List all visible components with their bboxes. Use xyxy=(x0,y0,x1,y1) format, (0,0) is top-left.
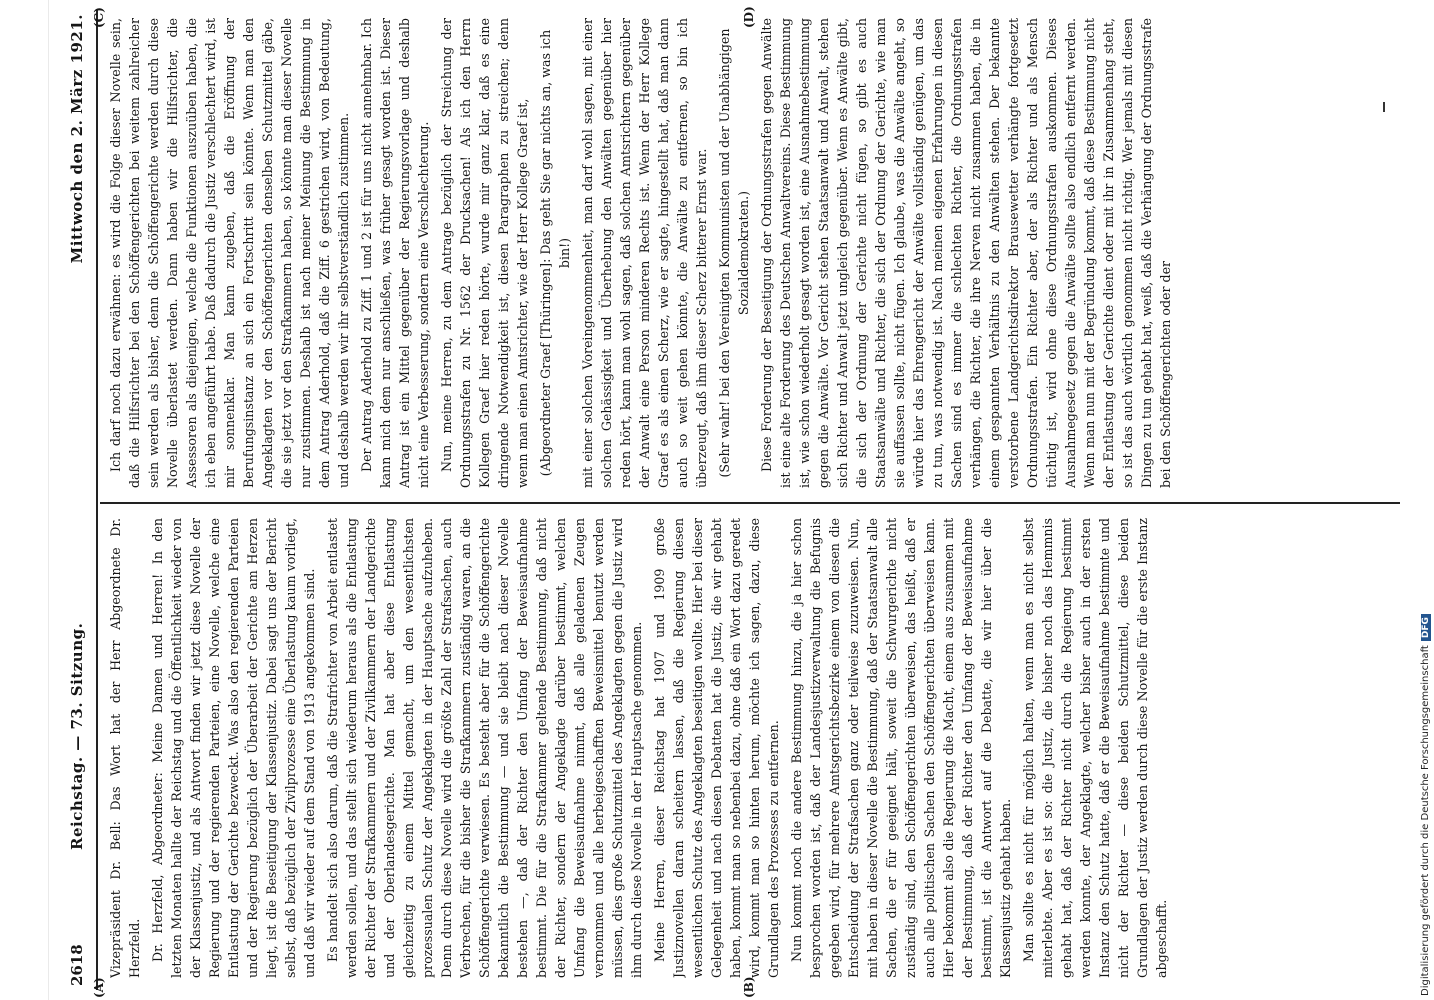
paragraph: Diese Forderung der Beseitigung der Ordnungsstrafen gegen Anwälte ist eine alte Forderung des Deutschen Anwaltvereins. Diese Bestimmung ist, wie schon wiederholt gesagt worden ist, eine Ausnahmebestimmung gegen die Anwälte. Vor Gericht stehen Staatsanwalt und Anwalt, stehen sich Richter und Anwalt jetzt ungleich gegenüber. Wenn es Anwälte gibt, die sich der Ordnung der Gerichte nicht fügen, so gibt es auch Staatsanwälte und Richter, die sich der Ordnung der Gerichte, wie man sie auffassen sollte, nicht fügen. Ich glaube, was die Anwälte angeht, so würde hier das Ehrengericht der Anwälte vollständig genügen, um das zu tun, was notwendig ist. Nach meinen eigenen Erfahrungen in diesen Sachen sind es immer die schlechten Richter, die Ordnungsstrafen verhängen, die Richter, die ihre Nerven nicht zusammen haben, die in einem gespannten Verhältnis zu den Anwälten stehen. Der bekannte verstorbene Landgerichtsdirektor Brausewetter verhängte fortgesetzt Ordnungsstrafen. Ein Richter aber, der als Richter und als Mensch tüchtig ist, wird ohne diese Ordnungsstrafen auskommen. Dieses Ausnahmegesetz gegen die Anwälte sollte also endlich entfernt werden. Wenn man nun mit der Begründung kommt, daß diese Bestimmung nicht der Entlastung der Gerichte dient oder mit ihr in Zusammenhang steht, so ist das auch wörtlich genommen nicht richtig. Wer jemals mit diesen Dingen zu tun gehabt hat, weiß, daß die Verhängung der Ordnungsstrafe bei den Schöffengerichten oder der xyxy=(759,18,1173,488)
margin-marker-a: (A) xyxy=(92,977,106,998)
header-left-title: Reichstag. — 73. Sitzung. xyxy=(68,622,86,850)
header-right-title: Mittwoch den 2. März 1921. xyxy=(68,14,86,264)
page-number: 2618 xyxy=(68,944,86,986)
paragraph: Vizepräsident Dr. Bell: Das Wort hat der Herr Abgeordnete Dr. Herzfeld. xyxy=(108,518,142,978)
margin-marker-c: (C) xyxy=(92,7,106,28)
page-header xyxy=(60,10,98,990)
paragraph: Nun kommt noch die andere Bestimmung hinzu, die ja hier schon besprochen worden ist, daß der Landesjustizverwaltung die Befugnis gegeben wird, für mehrere Amtsgerichtsbezirke einem von diesen die Entscheidung der Strafsachen ganz oder teilweise zuzuweisen. Nun, mit haben in dieser Novelle die Bestimmung, daß der Staatsanwalt alle Sachen, die er für geeignet hält, soweit die Schwurgerichte nicht zuständig sind, den Schöffengerichten überweisen, das heißt, daß er auch alle politischen Sachen den Schöffengerichten überweisen kann. Hier bekommt also die Regierung die Macht, einem aus zusammen mit der Bestimmung, daß der Richter den Umfang der Beweisaufnahme bestimmt, ist die Antwort auf die Debatte, die wir hier über die Klassenjustiz gehabt haben. xyxy=(789,518,1013,978)
margin-marker-d: (D) xyxy=(742,6,756,28)
paragraph: Man sollte es nicht für möglich halten, wenn man es nicht selbst miterlebte. Aber es ist so: die Justiz, die bisher noch das Hemmnis gehabt hat, daß der Richter nicht durch die Regierung bestimmt werden konnte, der Angeklagte, welcher bisher auch in der ersten Instanz den Schutz hatte, daß er die Beweisaufnahme bestimmte und nicht der Richter — diese beiden Schutzmittel, diese beiden Grundlagen der Justiz werden durch diese Novelle für die erste Instanz abgeschafft. xyxy=(1021,518,1169,978)
scan-edge xyxy=(48,0,49,1000)
paragraph: Dr. Herzfeld, Abgeordneter: Meine Damen und Herren! In den letzten Monaten hallte der Reichstag und die Öffentlichkeit wieder von der Klassenjustiz, und als Antwort finden wir jetzt diese Novelle der Regierung und der regierenden Parteien, eine Novelle, welche eine Entlastung der Gerichte bezweckt. Was also den regierenden Parteien und der Regierung bezüglich der Überarbeit der Gerichte am Herzen liegt, ist die Beseitigung der Klassenjustiz. Dabei sagt uns der Bericht selbst, daß bezüglich der Zivilprozesse eine Überlastung kaum vorliegt, und daß wir wieder auf dem Stand von 1913 angekommen sind. xyxy=(150,518,317,978)
margin-marker-b: (B) xyxy=(742,976,756,998)
left-column xyxy=(106,518,1396,978)
paragraph: Der Antrag Aderhold zu Ziff. 1 und 2 ist für uns nicht annehmbar. Ich kann mich dem nur anschließen, was früher gesagt worden ist. Dieser Antrag ist ein Mittel gegenüber der Regierungsvorlage und deshalb nicht eine Verbesserung, sondern eine Verschlechterung. xyxy=(359,18,431,488)
document-page xyxy=(52,0,1412,1000)
dfg-logo: DFG xyxy=(1421,614,1431,641)
paragraph: Meine Herren, dieser Reichstag hat 1907 und 1909 große Justiznovellen daran scheitern lassen, daß die Regierung diesen wesentlichen Schutz des Angeklagten beseitigen wollte. Hier bei dieser Gelegenheit und nach diesen Debatten hat die Justiz, die wir gehabt haben, kommt man so nebenbei dazu, ohne daß ein Wort dazu geredet wird, kommt man so hinten herum, möchte ich sagen, dazu, diese Grundlagen des Prozesses zu entfernen. xyxy=(652,518,781,978)
side-attribution xyxy=(1420,614,1431,996)
paragraph: Es handelt sich also darum, daß die Strafrichter von Arbeit entlastet werden sollen, und das stellt sich wiederum heraus als die Entlastung der Richter der Strafkammern und der Zivilkammern der Landgerichte und der Oberlandesgerichte. Man hat aber diese Entlastung gleichzeitig zu einem Mittel gemacht, um den wesentlichsten prozessualen Schutz der Angeklagten in der Hauptsache aufzuheben. Denn durch diese Novelle wird die größte Zahl der Strafsachen, auch Verbrechen, für die bisher die Strafkammern zuständig waren, an die Schöffengerichte verwiesen. Es besteht aber für die Schöffengerichte bekanntlich die Bestimmung — und sie bleibt nach dieser Novelle bestehen —, daß der Richter den Umfang der Beweisaufnahme bestimmt. Die für die Strafkammer geltende Bestimmung, daß nicht der Richter, sondern der Angeklagte darüber bestimmt, welchen Umfang die Beweisaufnahme nimmt, daß alle geladenen Zeugen vernommen und alle herbeigeschafften Beweismittel benutzt werden müssen, dies große Schutzmittel des Angeklagten gegen die Justiz wird ihm durch diese Novelle in der Hauptsache genommen. xyxy=(325,518,644,978)
paragraph: Ich darf noch dazu erwähnen: es wird die Folge dieser Novelle sein, daß die Hilfsrichter bei den Schöffengerichten bei weitem zahlreicher sein werden als bisher, denn die Schöffengerichte werden durch diese Novelle überlastet werden. Dann haben wir die Hilfsrichter, die Assessoren als diejenigen, welche die Funktionen auszuüben haben, die ich eben angeführt habe. Daß dadurch die Justiz verschlechtert wird, ist mir sonnenklar. Man kann zugeben, daß die Eröffnung der Berufungsinstanz an sich ein Fortschritt sein könnte. Wenn man den Angeklagten vor den Schöffengerichten denselben Schutzmittel gäbe, die sie jetzt vor den Strafkammern haben, so könnte man dieser Novelle nur zustimmen. Deshalb ist nach meiner Meinung die Bestimmung in dem Antrag Aderhold, daß die Ziff. 6 gestrichen wird, von Bedeutung, und deshalb werden wir ihr selbstverständlich zustimmen. xyxy=(108,18,351,488)
interjection: (Sehr wahr! bei den Vereinigten Kommunisten und der Unabhängigen Sozialdemokraten.) xyxy=(717,28,751,478)
paragraph: Nun, meine Herren, zu dem Antrage bezüglich der Streichung der Ordnungsstrafen zu Nr. 1562 der Drucksachen! Als ich den Herrn Kollegen Graef hier reden hörte, wurde mir ganz klar, daß es eine dringende Notwendigkeit ist, diesen Paragraphen zu streichen; denn wenn man einen Amtsrichter, wie der Herr Kollege Graef ist, xyxy=(439,18,530,488)
attribution-text: Digitalisierung gefördert durch die Deutsche Forschungsgemeinschaft xyxy=(1420,645,1431,996)
paragraph: mit einer solchen Voreingenommenheit, man darf wohl sagen, mit einer solchen Gehässigkeit und Überhebung den Anwälten gegenüber hier reden hört, kann man wohl sagen, daß solchen Amtsrichtern gegenüber der Anwalt eine Person minderen Rechts ist. Wenn der Herr Kollege Graef es als einen Scherz, wie er sagte, hingestellt hat, daß man dann auch so weit gehen könnte, die Anwälte zu entfernen, so bin ich überzeugt, daß ihm dieser Scherz bitterer Ernst war. xyxy=(580,18,709,488)
scan-mark xyxy=(1383,102,1385,112)
column-divider xyxy=(100,502,1400,504)
interjection: (Abgeordneter Graef [Thüringen]: Das geht Sie gar nichts an, was ich bin!) xyxy=(538,29,572,477)
right-column xyxy=(106,18,1396,488)
